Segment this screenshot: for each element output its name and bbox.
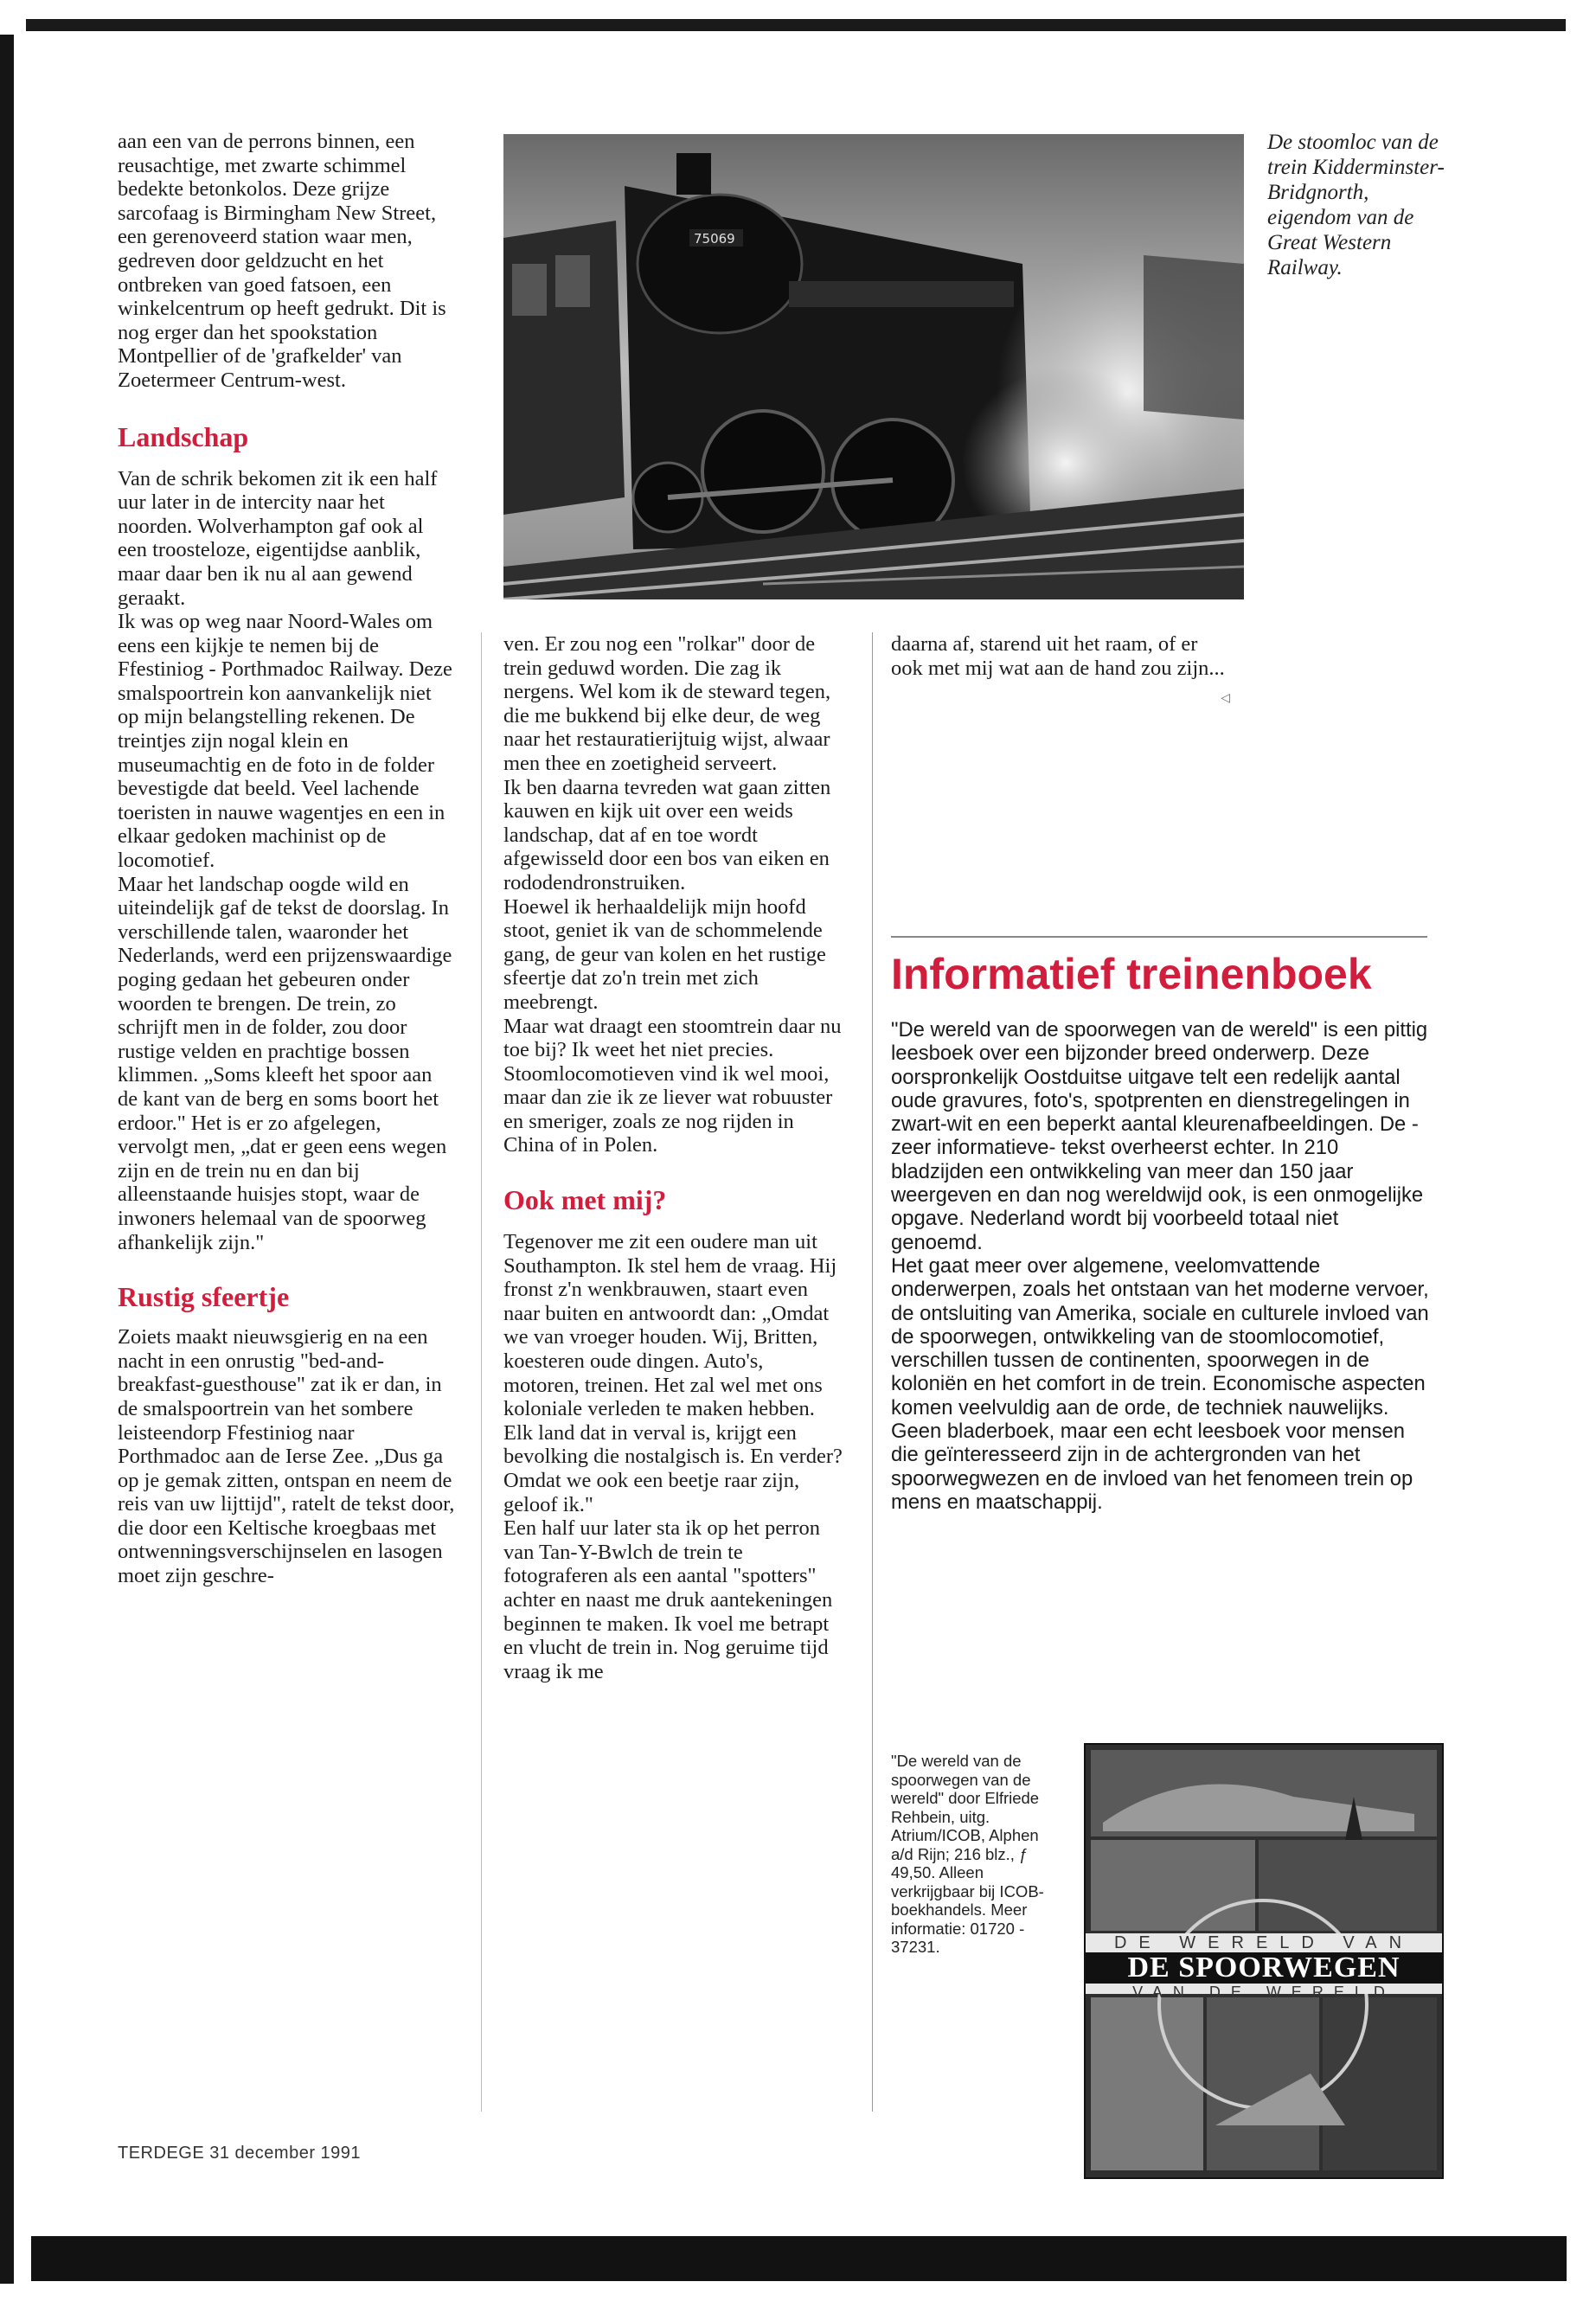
closing-text: daarna af, starend uit het raam, of er ook met mij wat aan de hand zou zijn... [891, 632, 1225, 680]
section-heading-landschap: Landschap [118, 420, 249, 452]
end-mark: ◁ [1221, 692, 1230, 706]
book-cover [1084, 1743, 1444, 2179]
scan-edge [0, 35, 14, 2284]
article-column-1 [118, 130, 457, 1588]
paragraph [891, 632, 1230, 706]
paragraph: Zoiets maakt nieuwsgierig en na een nacht in een onrustig "bed-and-breakfast-guesthouse" zat ik er dan, in de smalspoortrein van het sombere leisteendorp Ffestiniog naar Porthmadoc aan de Ierse Zee. „Dus ga op je gemak zitten, ontspan en neem de reis van uw lijttijd", ratelt de tekst door, die door een Keltische kroegbaas met ontwenningsverschijnselen en lasogen moet zijn geschre- [118, 1325, 455, 1588]
paragraph: Tegenover me zit een oudere man uit Southampton. Ik stel hem de vraag. Hij fronst z'n wenkbrauwen, staart even naar buiten en antwoordt dan: „Omdat we van vroeger houden. Wij, Britten, koesteren oude dingen. Auto's, motoren, treinen. Het zal wel met ons koloniale verleden te maken hebben. Elk land dat in verval is, krijgt een bevolking die nostalgisch is. En verder? Omdat we ook een beetje raar zijn, geloof ik." [503, 1230, 843, 1516]
photo-caption: De stoomloc van de trein Kidderminster-Bridgnorth, eigendom van de Great Western Railway. [1267, 131, 1445, 279]
paragraph: Hoewel ik herhaaldelijk mijn hoofd stoot, geniet ik van de schommelende gang, de geur van kolen en het rustige sfeertje dat zo'n trein met zich meebrengt. [503, 894, 826, 1014]
book-cover-title [1086, 1933, 1442, 2001]
section-heading-rustig-sfeertje: Rustig sfeertje [118, 1281, 290, 1313]
article-column-2 [503, 632, 843, 1683]
page-footer: TERDEGE 31 december 1991 [118, 2144, 362, 2163]
column-divider [481, 632, 482, 2112]
box-top-rule [891, 936, 1427, 938]
section-heading-ook-met-mij: Ook met mij? [503, 1184, 667, 1216]
paragraph: aan een van de perrons binnen, een reusachtige, met zwarte schimmel bedekte betonkolos. Deze grijze sarcofaag is Birmingham New Street, een gerenoveerd station waar men, gedreven door geldzucht en het ontbreken van goed fatsoen, een winkelcentrum op heeft gedrukt. Dit is nog erger dan het spookstation Montpellier of de 'grafkelder' van Zoetermeer Centrum-west. [118, 130, 446, 392]
cover-line-1: DE WERELD VAN [1113, 1933, 1414, 1952]
book-caption: "De wereld van de spoorwegen van de wereld" door Elfriede Rehbein, uitg. Atrium/ICOB, Alphen a/d Rijn; 216 blz., ƒ 49,50. Alleen verkrijgbaar bij ICOB-boekhandels. Meer informatie: 01720 - 37231. [891, 1752, 1044, 1956]
paragraph: Ik ben daarna tevreden wat gaan zitten kauwen en kijk uit over een weids landschap, dat af en toe wordt afgewisseld door een bos van eiken en rododendronstruiken. [503, 775, 831, 894]
paragraph: Een half uur later sta ik op het perron van Tan-Y-Bwlch de trein te fotograferen als een aantal "spotters" achter en naast me druk aantekeningen beginnen te maken. Ik voel me betrapt en vlucht de trein in. Nog geruime tijd vraag ik me [503, 1516, 833, 1683]
bottom-rule [31, 2236, 1567, 2281]
box-title: Informatief treinenboek [891, 950, 1372, 998]
paragraph: Van de schrik bekomen zit ik een half uur later in de intercity naar het noorden. Wolverhampton gaf ook al een troosteloze, eigentijdse aanblik, maar daar ben ik nu al aan gewend geraakt. [118, 466, 438, 610]
paragraph: Maar het landschap oogde wild en uiteindelijk gaf de tekst de doorslag. In verschillende talen, waaronder het Nederlands, werd een prijzenswaardige poging gedaan het gebeuren onder woorden te brengen. De trein, zo schrijft men in de folder, zou door rustige velden en prachtige bossen klimmen. „Soms kleeft het spoor aan de kant van de berg en soms boort het erdoor." Het is er zo afgelegen, vervolgt men, „dat er geen eens wegen zijn en de trein nu en dan bij alleenstaande huisjes stopt, waar de inwoners helemaal van de spoorweg afhankelijk zijn." [118, 872, 452, 1254]
plate-number: 75069 [694, 231, 735, 247]
paragraph: "De wereld van de spoorwegen van de wereld" is een pittig leesboek over een bijzonder breed onderwerp. Deze oorspronkelijk Oostduitse uitgave telt een redelijk aantal oude gravures, foto's, spotprenten en dienstregelingen in zwart-wit en een beperkt aantal kleurenafbeeldingen. De -zeer informatieve- tekst overheerst echter. In 210 bladzijden een ontwikkeling van meer dan 150 jaar weergeven en dan nog wereldwijd ook, is een onmogelijke opgave. Nederland wordt bij voorbeeld totaal niet genoemd. [891, 1018, 1428, 1254]
column-divider [872, 632, 873, 2112]
cover-line-3: VAN DE WERELD [1132, 1984, 1395, 2001]
cover-line-2: DE SPOORWEGEN [1086, 1952, 1442, 1984]
locomotive-illustration [503, 134, 1244, 599]
article-column-3 [891, 632, 1230, 711]
book-review-text [891, 1018, 1432, 1514]
paragraph: Het gaat meer over algemene, veelomvattende onderwerpen, zoals het ontstaan van het moderne vervoer, de ontsluiting van Amerika, sociale en culturele invloed van de spoorwegen, ontwikkeling van de stoomlocomotief, verschillen tussen de continenten, spoorwegen in de koloniën en het comfort in de trein. Economische aspecten komen veelvuldig aan de orde, de techniek nauwelijks. Geen bladerboek, maar een echt leesboek voor mensen die geïnteresseerd zijn in de achtergronden van het spoorwegwezen en de invloed van het fenomeen trein op mens en maatschappij. [891, 1253, 1429, 1514]
paragraph: ven. Er zou nog een "rolkar" door de trein geduwd worden. Die zag ik nergens. Wel kom ik de steward tegen, die me bukkend bij elke deur, de weg naar het restauratierijtuig wijst, alwaar men thee en zoetigheid serveert. [503, 632, 831, 775]
paragraph: Maar wat draagt een stoomtrein daar nu toe bij? Ik weet het niet precies. Stoomlocomotieven vind ik wel mooi, maar dan zie ik ze liever wat robuuster en smeriger, zoals ze nog rijden in China of in Polen. [503, 1014, 842, 1157]
paragraph: Ik was op weg naar Noord-Wales om eens een kijkje te nemen bij de Ffestiniog - Porthmadoc Railway. Deze smalspoortrein kon aanvankelijk niet op mijn belangstelling rekenen. De treintjes zijn nogal klein en museumachtig en de foto in de folder bevestigde dat beeld. Veel lachende toeristen in nauwe wagentjes en een in elkaar gedoken machinist op de locomotief. [118, 610, 452, 873]
top-rule [26, 19, 1566, 31]
steam-locomotive-photo [503, 134, 1244, 599]
